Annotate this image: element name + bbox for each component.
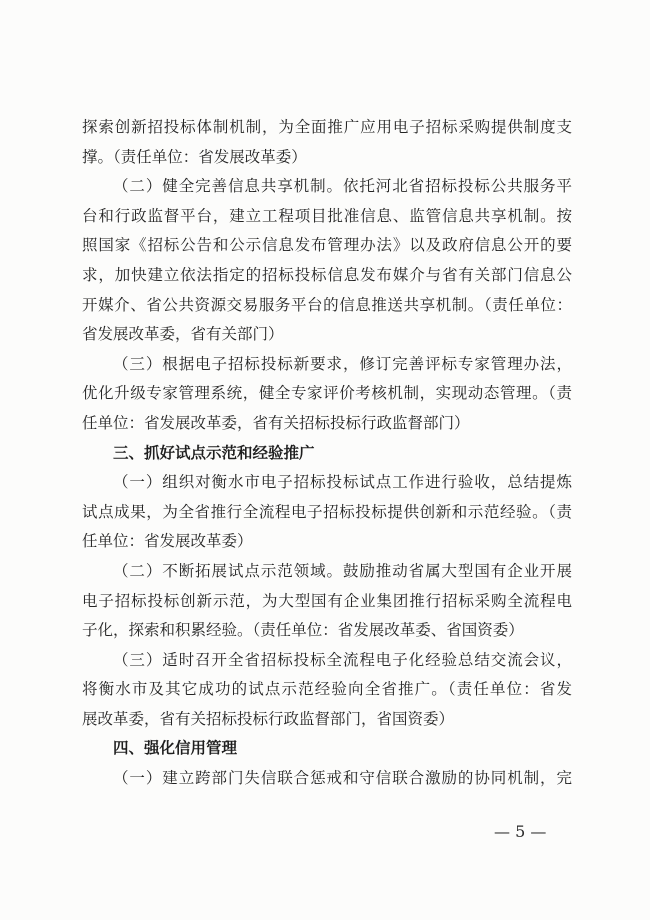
text-line: （二）不断拓展试点示范领域。鼓励推动省属大型国有企业开展: [113, 561, 572, 580]
text-line: 将衡水市及其它成功的试点示范经验向全省推广。（责任单位：省发: [82, 680, 572, 699]
document-body: [82, 113, 572, 794]
text-line: 展改革委，省有关招标投标行政监督部门，省国资委）: [82, 709, 455, 728]
text-line: 子化，探索和积累经验。（责任单位：省发展改革委、省国资委）: [82, 621, 524, 640]
paragraph-credit-mechanism: [82, 764, 572, 794]
text-line: 试点成果，为全省推行全流程电子招标投标提供创新和示范经验。（责: [82, 502, 572, 521]
paragraph-experience-meeting: [82, 646, 572, 735]
paragraph-expert-management: [82, 350, 572, 439]
text-line: 任单位：省发展改革委，省有关招标投标行政监督部门）: [82, 413, 470, 432]
text-line: 开媒介、省公共资源交易服务平台的信息推送共享机制。（责任单位：: [82, 295, 572, 314]
section-heading-text: 四、强化信用管理: [113, 739, 238, 758]
section-heading-pilot: [82, 439, 572, 469]
text-line: 照国家《招标公告和公示信息发布管理办法》以及政府信息公开的要: [82, 236, 572, 255]
paragraph-info-sharing: [82, 172, 572, 350]
text-line: 求，加快建立依法指定的招标投标信息发布媒介与省有关部门信息公: [82, 265, 572, 284]
text-line: 探索创新招投标体制机制，为全面推广应用电子招标采购提供制度支: [82, 118, 572, 136]
text-line: （三）根据电子招标投标新要求，修订完善评标专家管理办法，: [113, 354, 572, 373]
text-line: 省发展改革委，省有关部门）: [82, 325, 284, 344]
text-line: （二）健全完善信息共享机制。依托河北省招标投标公共服务平: [113, 177, 572, 196]
section-heading-text: 三、抓好试点示范和经验推广: [113, 443, 315, 462]
text-line: （一）组织对衡水市电子招标投标试点工作进行验收，总结提炼: [113, 473, 572, 492]
text-line: 任单位：省发展改革委）: [82, 532, 253, 551]
text-line: 优化升级专家管理系统，健全专家评价考核机制，实现动态管理。（责: [82, 384, 572, 403]
text-line: 台和行政监督平台，建立工程项目批准信息、监管信息共享机制。按: [82, 206, 572, 225]
paragraph-hengshui-pilot: [82, 468, 572, 557]
paragraph-expand-pilot: [82, 557, 572, 646]
text-line: （一）建立跨部门失信联合惩戒和守信联合激励的协同机制，完: [113, 769, 572, 788]
text-line: 撑。（责任单位：省发展改革委）: [82, 147, 307, 166]
paragraph-continued: [82, 113, 572, 172]
text-line: 电子招标投标创新示范，为大型国有企业集团推行招标采购全流程电: [82, 591, 572, 610]
text-line: （三）适时召开全省招标投标全流程电子化经验总结交流会议，: [113, 650, 572, 669]
section-heading-credit: [82, 734, 572, 764]
page-number: — 5 —: [494, 822, 547, 841]
